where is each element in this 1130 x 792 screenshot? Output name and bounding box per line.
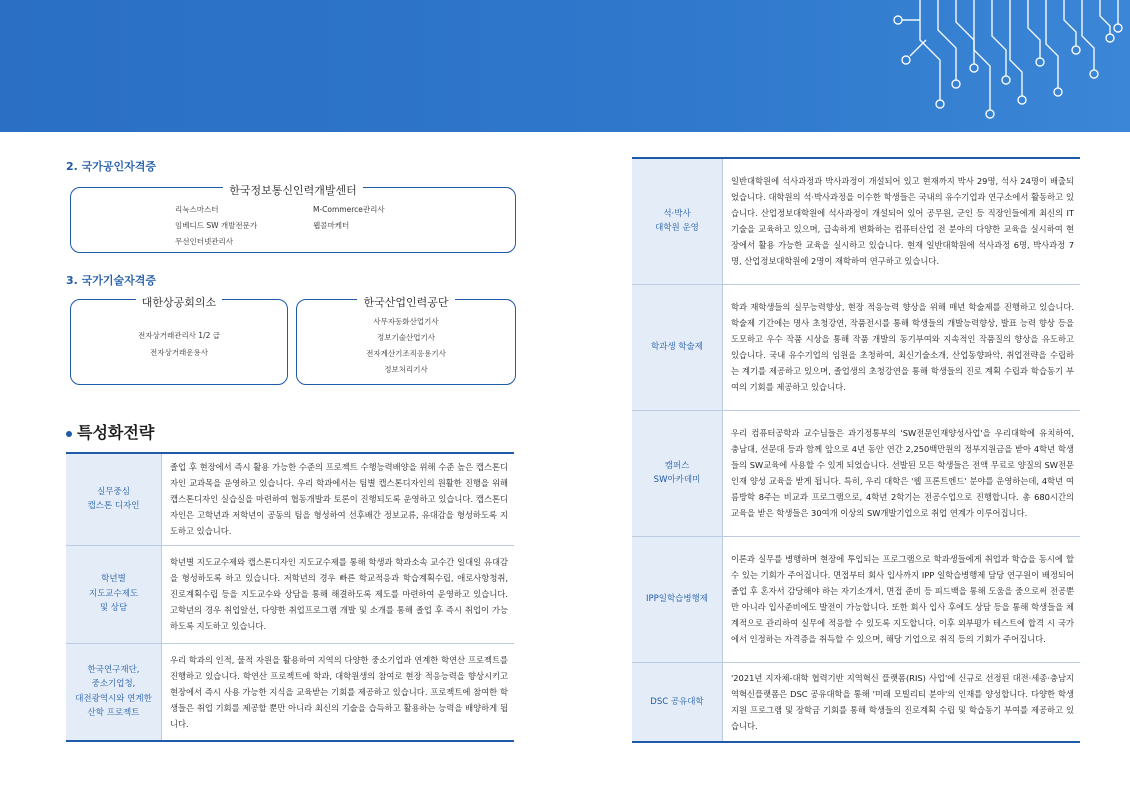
table-row [66,453,514,545]
box-title: 대한상공회의소 [136,296,222,309]
cert-item: 정보처리기사 [384,365,428,374]
cert-item: 전자상거래관리사 1/2 급 [137,331,221,340]
row-text: 이론과 실무를 병행하며 현장에 투입되는 프로그램으로 학과생들에게 취업과 학습을 동시에 할 수 있는 기회가 주어집니다. 면접부터 회사 입사까지 IPP 일학습병행제 담당 연구원이 배정되어 졸업 후 혼자서 감당해야 하는 자기소개서, 면접 준비 등 피드백을 통해 도움을 줌으로써 전공뿐만 아니라 입사준비에도 발전이 가능합니다. 또한 회사 입사 후에도 상담 등을 통해 학생들을 체계적으로 관리하여 실무에 적응할 수 있도록 지도합니다. 이후 외부평가 테스트에 합격 시 국가에서 인정하는 자격증을 취득할 수 있으며, 해당 기업으로 취직 등의 기회가 주어집니다. [731,554,1074,644]
box-title: 한국정보통신인력개발센터 [223,184,363,197]
box-title: 한국산업인력공단 [357,296,454,309]
cert-box-kitdc [70,184,516,253]
program-table [632,157,1080,743]
top-banner [0,0,1130,132]
circuit-decoration-icon [890,0,1130,132]
strategy-title: 특성화전략 [77,423,155,442]
table-row [66,545,514,643]
cert-box-hrdkorea [296,296,516,385]
row-label: DSC 공유대학 [632,662,723,742]
cert-item: 임베디드 SW 개발전문가 [175,221,258,230]
cert-item: M-Commerce관리사 [313,205,385,214]
row-text: 일반대학원에 석사과정과 박사과정이 개설되어 있고 현재까지 박사 29명, 석사 24명이 배출되었습니다. 대학원의 석·박사과정을 이수한 학생들은 국내의 유수기업과 연구소에서 활동하고 있습니다. 산업정보대학원에 석사과정이 개설되어 있어 공무원, 군인 등 직장인들에게 최신의 IT기술을 교육하고 있으며, 급속하게 변화하는 컴퓨터산업 전 분야의 다양한 교육을 실시하여 현장에서 활용 가능한 교육을 실시하고 있습니다. 현재 일반대학원에 석사과정 6명, 박사과정 7명, 산업정보대학원에 2명이 재학하여 연구하고 있습니다. [731,176,1074,267]
section-title-national-certified: 2. 국가공인자격증 [66,160,157,173]
cert-item: 정보기술산업기사 [377,333,435,342]
cert-item: 전자계산기조직응용기사 [366,349,446,358]
cert-item: 리눅스마스터 [175,205,219,214]
table-row [632,284,1080,410]
cert-box-kcci [70,296,288,385]
section-title-national-technical: 3. 국가기술자격증 [66,274,157,287]
cert-item: 무선인터넷관리사 [175,237,233,246]
strategy-table [66,452,514,742]
row-label: 실무중심 캡스톤 디자인 [66,453,162,545]
row-text: 학년별 지도교수제와 캡스톤디자인 지도교수제를 통해 학생과 학과소속 교수간 일대일 유대감을 형성하도록 하고 있습니다. 저학년의 경우 빠른 학교적응과 학습계획수립, 애로사항청취, 진로계획수립 등을 지도교수와 상담을 통해 해결하도록 제도를 마련하여 운영하고 있습니다. 고학년의 경우 취업알선, 다양한 취업프로그램 개발 및 소개를 통해 졸업 후 즉시 취업이 가능하도록 지도하고 있습니다. [170,557,508,631]
row-text: 우리 컴퓨터공학과 교수님들은 과기정통부의 'SW전문인재양성사업'을 우리대학에 유치하여, 충남대, 선문대 등과 함께 앞으로 4년 동안 연간 2,250백만원의 정부지원금을 받아 4학년 학생들의 SW교육에 사용할 수 있게 되었습니다. 선발된 모든 학생들은 전액 무료로 양질의 SW전문인재 양성 교육을 받게 됩니다. 특히, 우리 대학은 '웹 프론트엔드' 분야를 운영하는데, 4학년 여름방학 8주는 비교과 프로그램으로, 4학년 2학기는 전공수업으로 진행합니다. 총 680시간의 교육을 받은 학생들은 30여개 이상의 SW개발기업으로 취업 연계가 이루어집니다. [731,428,1074,518]
row-label: 석·박사 대학원 운영 [632,158,723,284]
bullet-dot-icon [66,431,72,437]
strategy-heading [66,420,154,443]
cert-item: 웹콜마케터 [313,221,350,230]
row-text: 우리 학과의 인적, 물적 자원을 활용하여 지역의 다양한 중소기업과 연계한 학연산 프로젝트를 진행하고 있습니다. 학연산 프로젝트에 학과, 대학원생의 참여로 현장 적응능력을 향상시키고 현장에서 즉시 사용 가능한 지식을 교육받는 기회를 제공하고 있습니다. 프로젝트에 참여한 학생들은 취업 기회를 제공할 뿐만 아니라 최신의 기술을 습득하고 활용하는 능력을 배양하게 됩니다. [170,654,508,729]
row-label: IPP일학습병행제 [632,536,723,662]
row-label: 캠퍼스 SW아카데미 [632,410,723,536]
cert-item: 전자상거래운용사 [150,348,208,357]
row-text: 학과 재학생들의 실무능력향상, 현장 적응능력 향상을 위해 매년 학술제를 진행하고 있습니다. 학술제 기간에는 명사 초청강연, 작품전시를 통해 학생들의 개발능력향상, 발표 능력 향상 등을 도모하고 우수 작품 시상을 통해 작품 개발의 동기부여와 지속적인 작품질의 향상을 유도하고 있습니다. 국내 유수기업의 임원을 초청하여, 최신기술소개, 산업동향파악, 취업전략을 수립하는 계기를 제공하고 있으며, 졸업생의 초청강연을 통해 학생들의 진로 계획 수립과 학습동기 부여의 기회를 제공하고 있습니다. [731,302,1074,392]
table-row [632,410,1080,536]
row-label: 학과생 학술제 [632,284,723,410]
row-text: '2021년 지자체-대학 협력기반 지역혁신 플랫폼(RIS) 사업'에 신규로 선정된 대전·세종·충남지역혁신플랫폼은 DSC 공유대학을 통해 '미래 모빌리티 분야'의 인재를 양성합니다. 다양한 학생지원 프로그램 및 장학금 기회를 통해 학생들의 진로계획 수립 및 학습동기 부여를 제공하고 있습니다. [731,672,1074,731]
row-label: 학년별 지도교수제도 및 상담 [66,545,162,643]
row-label: 한국연구재단, 중소기업청, 대전광역시와 연계한 산학 프로젝트 [66,643,162,741]
table-row [632,158,1080,284]
table-row [66,643,514,741]
row-text: 졸업 후 현장에서 즉시 활용 가능한 수준의 프로젝트 수행능력배양을 위해 수준 높은 캡스톤디자인 교과목을 운영하고 있습니다. 우리 학과에서는 팀별 캡스톤디자인의 원활한 진행을 위해 캡스톤디자인 실습실을 마련하여 협동개발과 토론이 진행되도록 운영하고 있습니다. 캡스톤디자인은 고학년과 저학년이 공동의 팀을 형성하여 선후배간 정보교류, 유대감을 형성하도록 지도하고 있습니다. [170,462,508,537]
cert-item: 사무자동화산업기사 [373,317,439,326]
table-row [632,662,1080,742]
table-row [632,536,1080,662]
